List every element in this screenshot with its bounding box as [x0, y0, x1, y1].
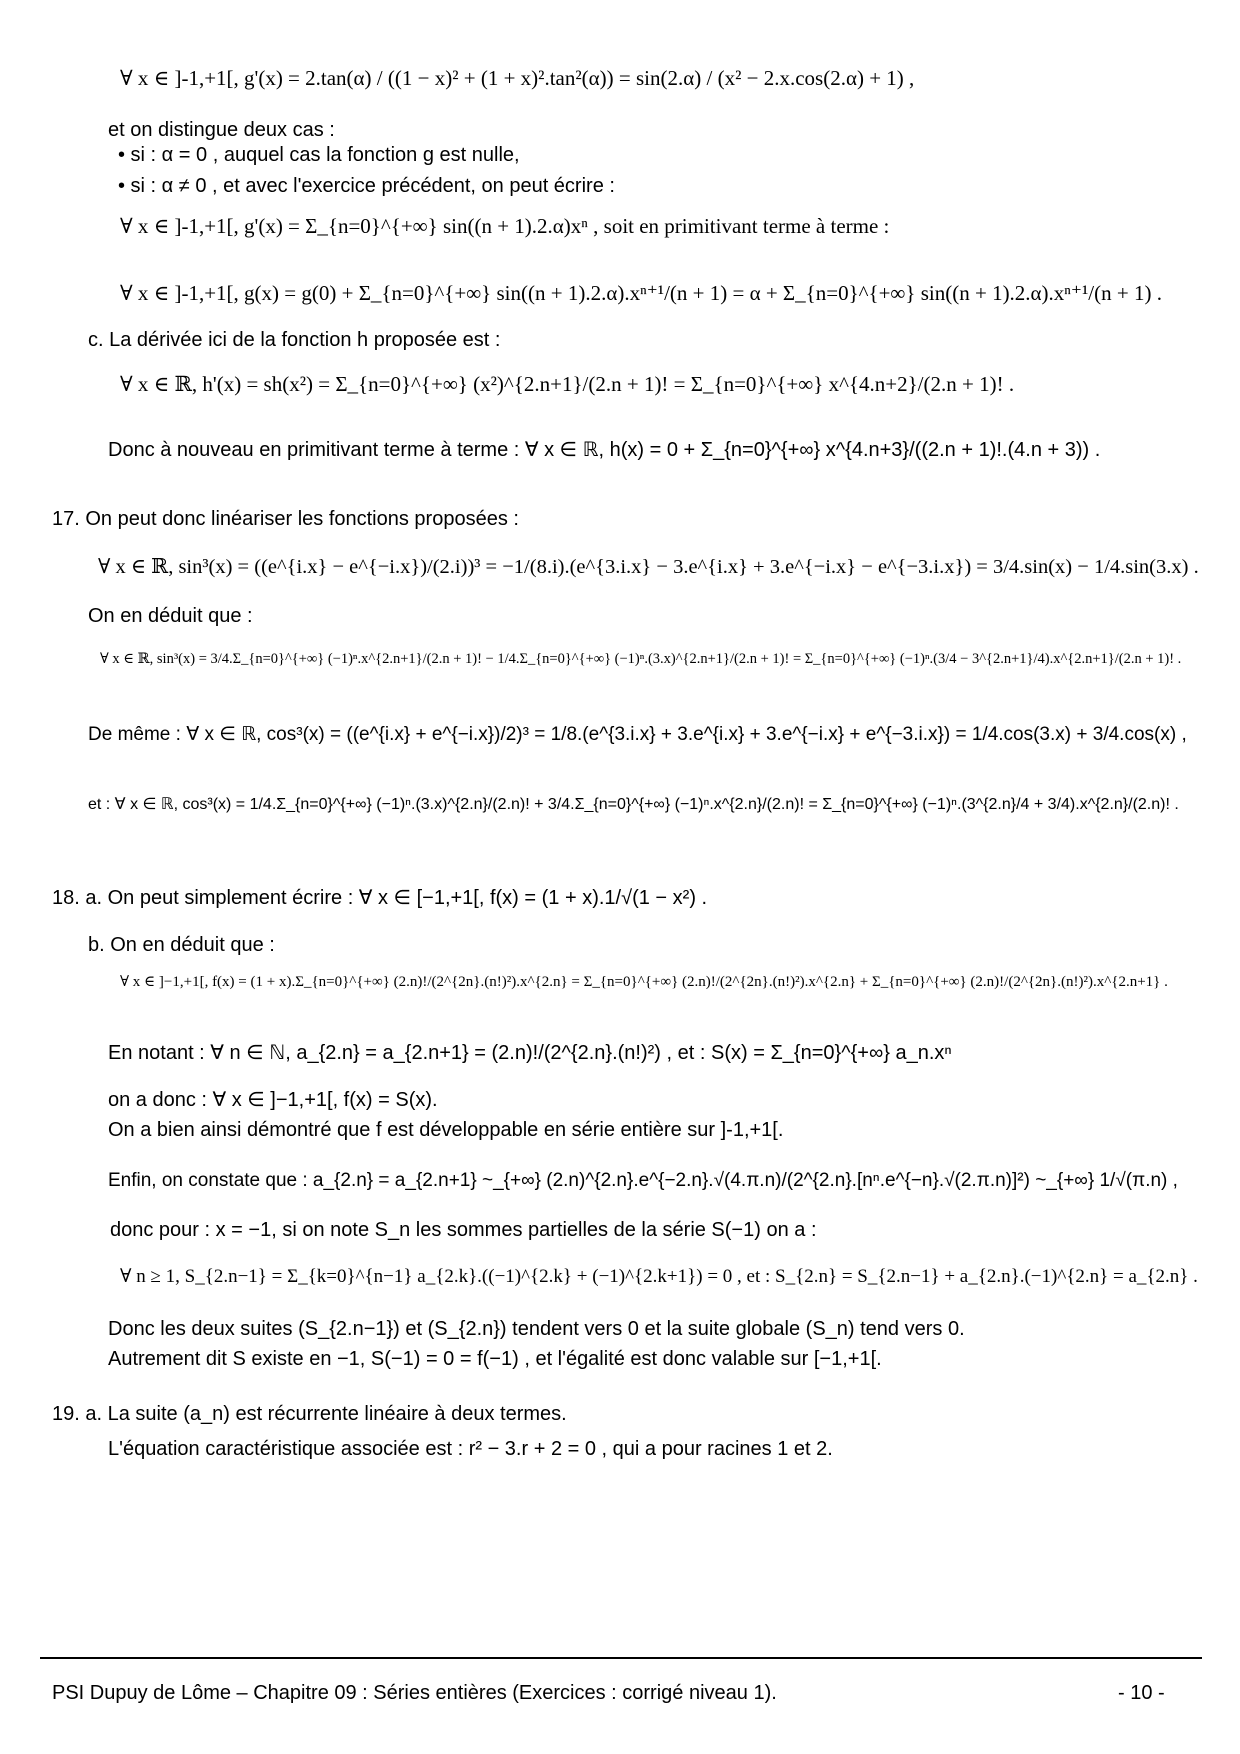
- line-l28: L'équation caractéristique associée est : r² − 3.r + 2 = 0 , qui a pour racines 1 et 2.: [108, 1438, 833, 1460]
- line-l04: • si : α ≠ 0 , et avec l'exercice précédent, on peut écrire :: [118, 175, 615, 197]
- line-l03: • si : α = 0 , auquel cas la fonction g est nulle,: [118, 144, 520, 166]
- line-l05: ∀ x ∈ ]-1,+1[, g'(x) = Σ_{n=0}^{+∞} sin((n + 1).2.α)xⁿ , soit en primitivant terme à terme :: [120, 214, 890, 238]
- line-l01: ∀ x ∈ ]-1,+1[, g'(x) = 2.tan(α) / ((1 − x)² + (1 + x)².tan²(α)) = sin(2.α) / (x² − 2.x.cos(2.α) + 1) ,: [120, 66, 915, 90]
- line-l25: Donc les deux suites (S_{2.n−1}) et (S_{2.n}) tendent vers 0 et la suite globale (S_n) tend vers 0.: [108, 1318, 965, 1340]
- line-l13: ∀ x ∈ ℝ, sin³(x) = 3/4.Σ_{n=0}^{+∞} (−1)ⁿ.x^{2.n+1}/(2.n + 1)! − 1/4.Σ_{n=0}^{+∞} (−1)ⁿ.(3.x)^{2.n+1}/(2.n + 1)! = Σ_{n=0}^{+∞} (−1)ⁿ.(3/4 − 3^{2.n+1}/4).x^{2.n+1}/(2.n + 1)! .: [100, 651, 1182, 667]
- line-l16: 18. a. On peut simplement écrire : ∀ x ∈ [−1,+1[, f(x) = (1 + x).1/√(1 − x²) .: [52, 887, 708, 909]
- footer-title: PSI Dupuy de Lôme – Chapitre 09 : Séries entières (Exercices : corrigé niveau 1).: [52, 1682, 777, 1704]
- line-l12: On en déduit que :: [88, 605, 253, 627]
- line-l08: ∀ x ∈ ℝ, h'(x) = sh(x²) = Σ_{n=0}^{+∞} (x²)^{2.n+1}/(2.n + 1)! = Σ_{n=0}^{+∞} x^{4.n+2}/(2.n + 1)! .: [120, 372, 1015, 396]
- line-l18: ∀ x ∈ ]−1,+1[, f(x) = (1 + x).Σ_{n=0}^{+∞} (2.n)!/(2^{2n}.(n!)²).x^{2.n} = Σ_{n=0}^{+∞} (2.n)!/(2^{2n}.(n!)²).x^{2.n} + Σ_{n=0}^{+∞} (2.n)!/(2^{2n}.(n!)²).x^{2.n+1} .: [120, 974, 1168, 990]
- line-l14: De même : ∀ x ∈ ℝ, cos³(x) = ((e^{i.x} + e^{−i.x})/2)³ = 1/8.(e^{3.i.x} + 3.e^{i.x} + 3.e^{−i.x} + e^{−3.i.x}) = 1/4.cos(3.x) + 3/4.cos(x) ,: [88, 724, 1187, 745]
- line-l24: ∀ n ≥ 1, S_{2.n−1} = Σ_{k=0}^{n−1} a_{2.k}.((−1)^{2.k} + (−1)^{2.k+1}) = 0 , et : S_{2.n} = S_{2.n−1} + a_{2.n}.(−1)^{2.n} = a_{2.n} .: [120, 1266, 1198, 1287]
- line-l11: ∀ x ∈ ℝ, sin³(x) = ((e^{i.x} − e^{−i.x})/(2.i))³ = −1/(8.i).(e^{3.i.x} − 3.e^{i.x} + 3.e^{−i.x} − e^{−3.i.x}) = 3/4.sin(x) − 1/4.sin(3.x) .: [98, 556, 1199, 578]
- page-number: - 10 -: [1118, 1682, 1165, 1704]
- line-l07: c. La dérivée ici de la fonction h proposée est :: [88, 329, 501, 351]
- line-l17: b. On en déduit que :: [88, 934, 275, 956]
- line-l20: on a donc : ∀ x ∈ ]−1,+1[, f(x) = S(x).: [108, 1089, 438, 1111]
- line-l06: ∀ x ∈ ]-1,+1[, g(x) = g(0) + Σ_{n=0}^{+∞} sin((n + 1).2.α).xⁿ⁺¹/(n + 1) = α + Σ_{n=0}^{+∞} sin((n + 1).2.α).xⁿ⁺¹/(n + 1) .: [120, 281, 1162, 305]
- line-l27: 19. a. La suite (a_n) est récurrente linéaire à deux termes.: [52, 1403, 567, 1425]
- line-l10: 17. On peut donc linéariser les fonctions proposées :: [52, 508, 519, 530]
- line-l26: Autrement dit S existe en −1, S(−1) = 0 = f(−1) , et l'égalité est donc valable sur [−1,+1[.: [108, 1348, 882, 1370]
- line-l22: Enfin, on constate que : a_{2.n} = a_{2.n+1} ~_{+∞} (2.n)^{2.n}.e^{−2.n}.√(4.π.n)/(2^{2.n}.[nⁿ.e^{−n}.√(2.π.n)]²) ~_{+∞} 1/√(π.n) ,: [108, 1170, 1178, 1191]
- line-l19: En notant : ∀ n ∈ ℕ, a_{2.n} = a_{2.n+1} = (2.n)!/(2^{2.n}.(n!)²) , et : S(x) = Σ_{n=0}^{+∞} a_n.xⁿ: [108, 1042, 952, 1064]
- line-l02: et on distingue deux cas :: [108, 119, 335, 141]
- line-l15: et : ∀ x ∈ ℝ, cos³(x) = 1/4.Σ_{n=0}^{+∞} (−1)ⁿ.(3.x)^{2.n}/(2.n)! + 3/4.Σ_{n=0}^{+∞} (−1)ⁿ.x^{2.n}/(2.n)! = Σ_{n=0}^{+∞} (−1)ⁿ.(3^{2.n}/4 + 3/4).x^{2.n}/(2.n)! .: [88, 796, 1179, 813]
- line-l21: On a bien ainsi démontré que f est développable en série entière sur ]-1,+1[.: [108, 1119, 784, 1141]
- footer-rule: [40, 1657, 1202, 1659]
- line-l09: Donc à nouveau en primitivant terme à terme : ∀ x ∈ ℝ, h(x) = 0 + Σ_{n=0}^{+∞} x^{4.n+3}/((2.n + 1)!.(4.n + 3)) .: [108, 439, 1101, 461]
- line-l23: donc pour : x = −1, si on note S_n les sommes partielles de la série S(−1) on a :: [110, 1219, 817, 1241]
